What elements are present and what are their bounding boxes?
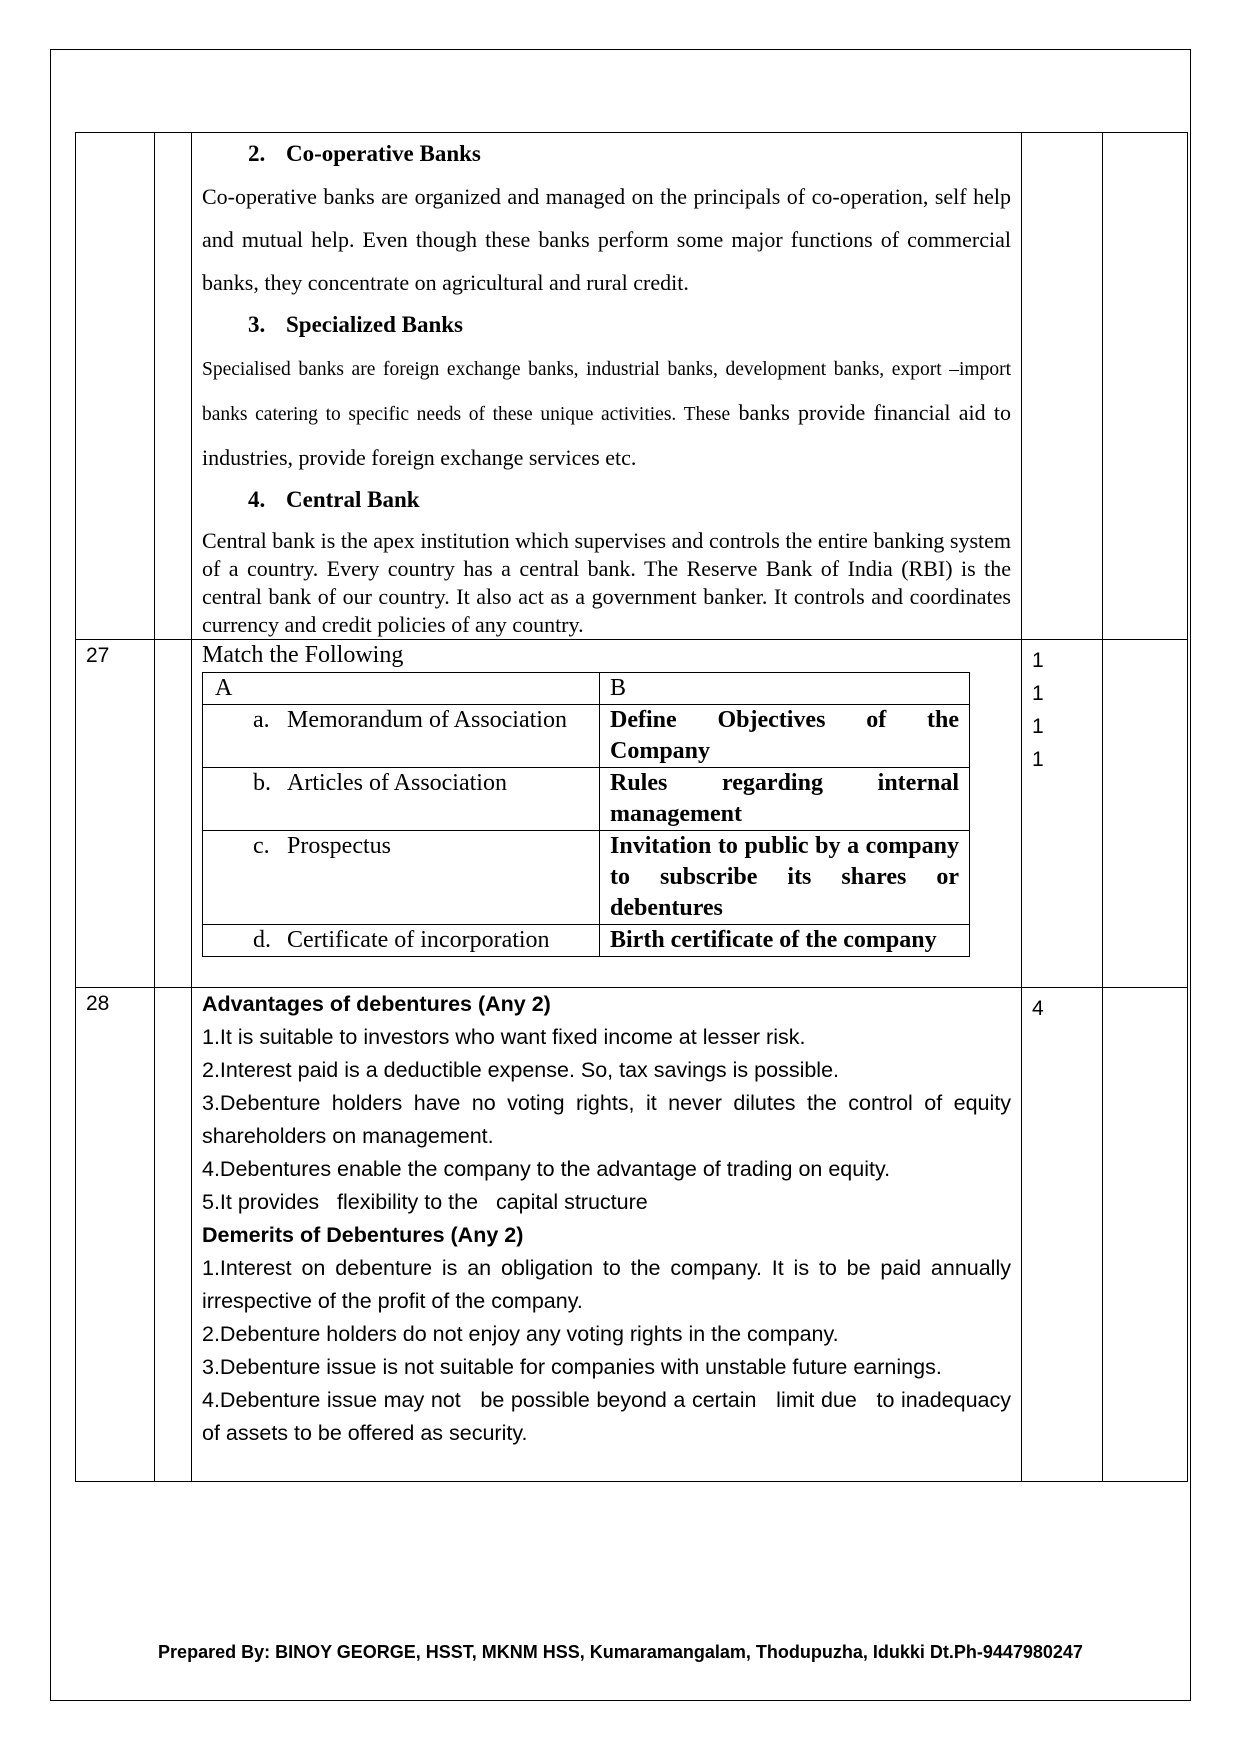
match-row: b. Articles of Association Rules regarding internal management: [203, 768, 970, 831]
remarks-cell: [1103, 988, 1188, 1482]
answer-cell: [192, 133, 1022, 640]
list-item: 1.It is suitable to investors who want fixed income at lesser risk.: [202, 1025, 806, 1049]
sub-number-cell: [155, 640, 192, 988]
answer-cell-q28: [192, 988, 1022, 1482]
list-item: 5.It provides flexibility to the capital structure: [202, 1190, 648, 1214]
match-item-b: Define Objectives of the Company: [600, 705, 970, 768]
remarks-cell: [1103, 640, 1188, 988]
match-item-b: Rules regarding internal management: [600, 768, 970, 831]
demerits-heading: Demerits of Debentures (Any 2): [202, 1223, 524, 1247]
list-item: 4.Debenture issue may not be possible beyond a certain limit due to inadequacy of assets to be offered as security.: [202, 1388, 1017, 1445]
marks-cell-q27: 1 1 1 1: [1022, 640, 1103, 988]
list-item: 2.Debenture holders do not enjoy any voting rights in the company.: [202, 1322, 839, 1346]
advantages-heading: Advantages of debentures (Any 2): [202, 992, 551, 1016]
list-item: 3.Debenture issue is not suitable for companies with unstable future earnings.: [202, 1355, 942, 1379]
match-item-a: Articles of Association: [287, 770, 507, 796]
sub-number-cell: [155, 988, 192, 1482]
answer-cell-q27: [192, 640, 1022, 988]
sub-number-cell: [155, 133, 192, 640]
table-row-banks: [76, 133, 1188, 640]
match-row: a. Memorandum of Association Define Objectives of the Company: [203, 705, 970, 768]
match-header-a: A: [203, 673, 600, 705]
table-row-q27: [76, 640, 1188, 988]
answer-key-table: [75, 132, 1188, 1482]
marks-cell-q28: 4: [1022, 988, 1103, 1482]
table-row-q28: [76, 988, 1188, 1482]
list-item: 1.Interest on debenture is an obligation to the company. It is to be paid annually irrespective of the profit of the company.: [202, 1256, 1011, 1313]
match-item-a: Memorandum of Association: [287, 707, 567, 733]
question-number-cell: [76, 133, 155, 640]
list-item: 3.Debenture holders have no voting rights, it never dilutes the control of equity shareholders on management.: [202, 1091, 1011, 1148]
match-header-row: [203, 673, 970, 705]
central-bank-text: Central bank is the apex institution which supervises and controls the entire banking system of a country. Every country has a central bank. The Reserve Bank of India (RBI) is the central bank of our country. It also act as a government banker. It controls and coordinates currency and credit policies of any country.: [202, 528, 1011, 637]
match-item-b: Birth certificate of the company: [600, 925, 970, 957]
specialized-banks-heading: 3. Specialized Banks: [248, 312, 464, 337]
match-title: Match the Following: [202, 642, 404, 668]
central-bank-heading: 4. Central Bank: [248, 487, 420, 512]
specialized-banks-text: Specialised banks are foreign exchange banks, industrial banks, development banks, export –import banks catering to specific needs of these unique activities. These banks provide financial aid to industries, provide foreign exchange services etc.: [202, 359, 1011, 470]
cooperative-banks-text: Co-operative banks are organized and managed on the principals of co-operation, self help and mutual help. Even though these banks perform some major functions of commercial banks, they concentrate on agricultural and rural credit.: [202, 184, 1011, 295]
list-item: 2.Interest paid is a deductible expense. So, tax savings is possible.: [202, 1058, 840, 1082]
match-item-a: Certificate of incorporation: [287, 927, 550, 953]
match-table: [202, 672, 970, 957]
remarks-cell: [1103, 133, 1188, 640]
marks-cell: [1022, 133, 1103, 640]
match-row: d. Certificate of incorporation Birth certificate of the company: [203, 925, 970, 957]
list-item: 4.Debentures enable the company to the advantage of trading on equity.: [202, 1157, 891, 1181]
match-header-b: B: [600, 673, 970, 705]
match-row: c. Prospectus Invitation to public by a company to subscribe its shares or debentures: [203, 831, 970, 925]
match-item-b: Invitation to public by a company to subscribe its shares or debentures: [600, 831, 970, 925]
cooperative-banks-heading: 2. Co-operative Banks: [248, 141, 481, 166]
footer-credit: Prepared By: BINOY GEORGE, HSST, MKNM HSS, Kumaramangalam, Thodupuzha, Idukki Dt.Ph-9447980247: [158, 1642, 1083, 1662]
match-item-a: Prospectus: [287, 833, 391, 859]
question-number-27: 27: [76, 640, 155, 988]
question-number-28: 28: [76, 988, 155, 1482]
